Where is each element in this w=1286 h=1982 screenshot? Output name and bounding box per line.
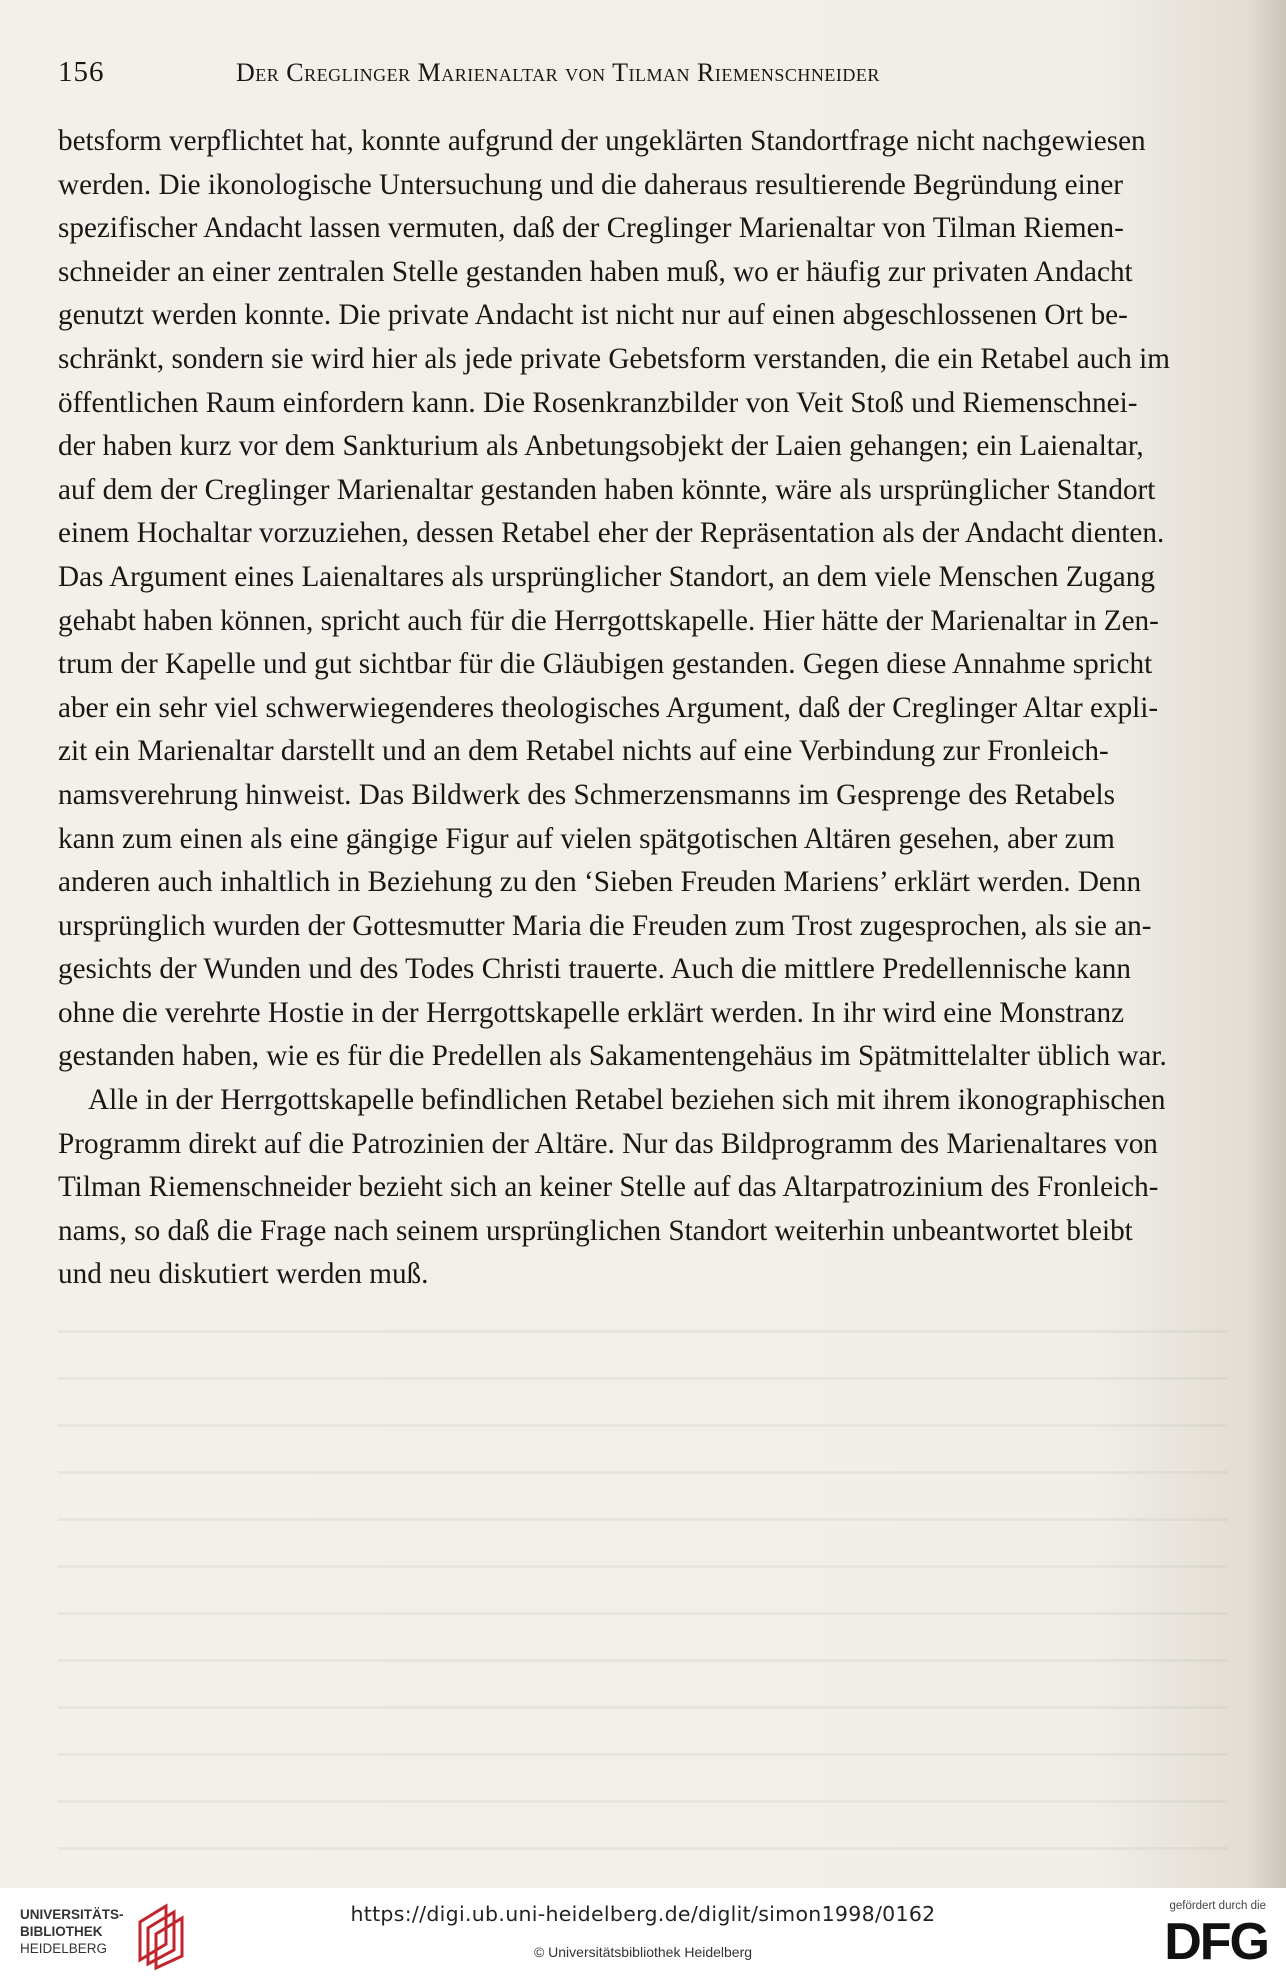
text-line: aber ein sehr viel schwerwiegenderes theologisches Argument, daß der Creglinger Altar expli- bbox=[58, 691, 1159, 724]
text-line: trum der Kapelle und gut sichtbar für die Gläubigen gestanden. Gegen diese Annahme spricht bbox=[58, 648, 1153, 681]
paragraph-1 bbox=[58, 120, 1248, 1079]
page-header bbox=[58, 56, 1238, 96]
text-line: Programm direkt auf die Patrozinien der Altäre. Nur das Bildprogramm des Marienaltares von bbox=[58, 1127, 1158, 1160]
library-logo-line2: BIBLIOTHEK bbox=[20, 1924, 103, 1939]
footer-bar bbox=[0, 1888, 1286, 1982]
text-line: gestanden haben, wie es für die Predellen als Sakamentengehäus im Spätmittelalter üblich war. bbox=[58, 1040, 1167, 1073]
text-line: gehabt haben können, spricht auch für die Herrgottskapelle. Hier hätte der Marienaltar in Zen- bbox=[58, 604, 1159, 637]
text-line: öffentlichen Raum einfordern kann. Die Rosenkranzbilder von Veit Stoß und Riemenschnei- bbox=[58, 386, 1138, 419]
text-line: ohne die verehrte Hostie in der Herrgottskapelle erklärt werden. In ihr wird eine Monstranz bbox=[58, 996, 1125, 1029]
text-line: kann zum einen als eine gängige Figur auf vielen spätgotischen Altären gesehen, aber zum bbox=[58, 822, 1115, 855]
text-line: namsverehrung hinweist. Das Bildwerk des Schmerzensmanns im Gesprenge des Retabels bbox=[58, 778, 1115, 811]
library-logo-line3: HEIDELBERG bbox=[20, 1941, 108, 1956]
text-line: schränkt, sondern sie wird hier als jede private Gebetsform verstanden, die ein Retabel auch im bbox=[58, 342, 1170, 375]
text-line: werden. Die ikonologische Untersuchung und die daheraus resultierende Begründung einer bbox=[58, 168, 1124, 201]
text-line: Alle in der Herrgottskapelle befindlichen Retabel beziehen sich mit ihrem ikonographischen bbox=[88, 1084, 1166, 1117]
text-line: zit ein Marienaltar darstellt und an dem Retabel nichts auf eine Verbindung zur Fronleich- bbox=[58, 735, 1109, 768]
text-line: genutzt werden konnte. Die private Andacht ist nicht nur auf einen abgeschlossenen Ort be- bbox=[58, 299, 1128, 332]
dfg-caption: gefördert durch die bbox=[1169, 1900, 1266, 1912]
text-line: gesichts der Wunden und des Todes Christi trauerte. Auch die mittlere Predellennische kann bbox=[58, 953, 1131, 986]
text-line: nams, so daß die Frage nach seinem ursprünglichen Standort weiterhin unbeantwortet bleibt bbox=[58, 1214, 1133, 1247]
library-logo bbox=[20, 1898, 210, 1972]
body-text bbox=[58, 120, 1248, 1297]
running-title: Der Creglinger Marienaltar von Tilman Riemenschneider bbox=[236, 58, 880, 87]
dfg-wordmark: DFG bbox=[1164, 1913, 1268, 1971]
text-line: auf dem der Creglinger Marienaltar gestanden haben könnte, wäre als ursprünglicher Standort bbox=[58, 473, 1156, 506]
text-line: schneider an einer zentralen Stelle gestanden haben muß, wo er häufig zur privaten Andacht bbox=[58, 255, 1133, 288]
text-line: der haben kurz vor dem Sankturium als Anbetungsobjekt der Laien gehangen; ein Laienaltar, bbox=[58, 430, 1144, 463]
library-emblem-icon bbox=[132, 1900, 194, 1970]
show-through-text bbox=[58, 1290, 1228, 1850]
text-line: spezifischer Andacht lassen vermuten, daß der Creglinger Marienaltar von Tilman Riemen- bbox=[58, 212, 1124, 245]
dfg-logo bbox=[1128, 1900, 1268, 1974]
text-line: ursprünglich wurden der Gottesmutter Maria die Freuden zum Trost zugesprochen, als sie an- bbox=[58, 909, 1152, 942]
text-line: und neu diskutiert werden muß. bbox=[58, 1258, 429, 1291]
text-line: anderen auch inhaltlich in Beziehung zu den ‘Sieben Freuden Mariens’ erklärt werden. Denn bbox=[58, 866, 1142, 899]
paragraph-2 bbox=[58, 1079, 1248, 1297]
text-line: betsform verpflichtet hat, konnte aufgrund der ungeklärten Standortfrage nicht nachgewiesen bbox=[58, 125, 1146, 157]
copyright-notice: © Universitätsbibliothek Heidelberg bbox=[533, 1944, 753, 1960]
text-line: Tilman Riemenschneider bezieht sich an keiner Stelle auf das Altarpatrozinium des Fronleich- bbox=[58, 1171, 1159, 1204]
text-line: Das Argument eines Laienaltares als ursprünglicher Standort, an dem viele Menschen Zugang bbox=[58, 560, 1155, 593]
library-logo-line1: UNIVERSITÄTS- bbox=[20, 1907, 124, 1922]
permalink-link[interactable]: https://digi.ub.uni-heidelberg.de/diglit/simon1998/0162 bbox=[350, 1902, 936, 1926]
page-number: 156 bbox=[58, 56, 105, 88]
text-line: einem Hochaltar vorzuziehen, dessen Retabel eher der Repräsentation als der Andacht dienten. bbox=[58, 517, 1165, 550]
